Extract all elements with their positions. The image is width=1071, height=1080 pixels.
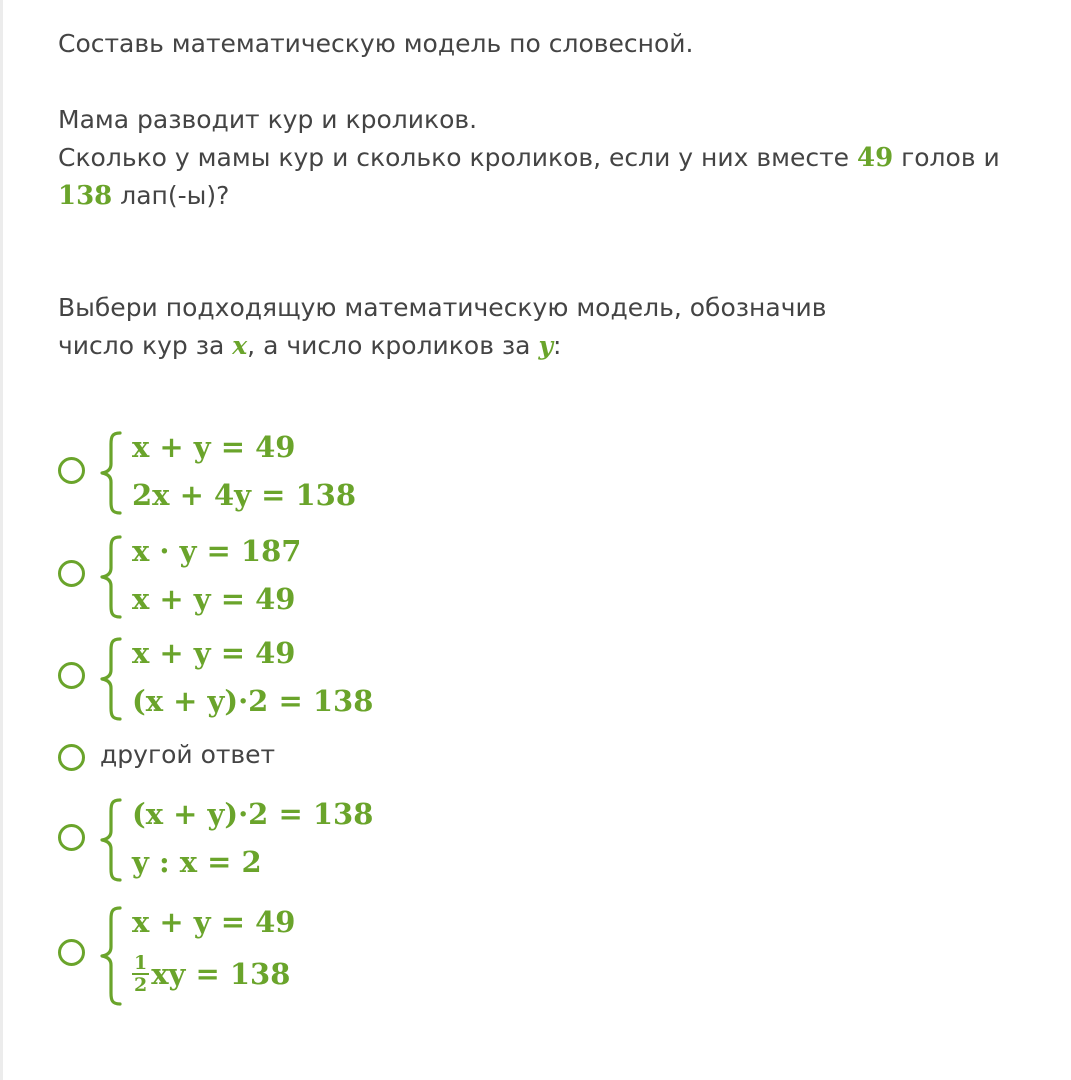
problem-text (58, 101, 1038, 215)
brace-icon (98, 797, 124, 883)
equation-2: y : x = 2 (132, 845, 262, 879)
equation-2: (x + y)·2 = 138 (132, 684, 374, 718)
legs-number: 138 (58, 181, 113, 211)
brace-icon (98, 430, 124, 516)
radio-button[interactable] (58, 560, 85, 587)
fraction-numerator: 1 (134, 952, 148, 974)
equation-2: x + y = 49 (132, 582, 296, 616)
radio-button[interactable] (58, 939, 85, 966)
equation-2: 2x + 4y = 138 (132, 478, 357, 512)
equation-1: x · y = 187 (132, 534, 302, 568)
equation-1: x + y = 49 (132, 905, 296, 939)
equation-1: (x + y)·2 = 138 (132, 797, 374, 831)
variable-y: y (538, 331, 553, 360)
problem-line-2 (58, 139, 1038, 177)
problem-text-after-legs: лап(-ы)? (112, 181, 230, 210)
brace-icon (98, 534, 124, 620)
radio-button[interactable] (58, 744, 85, 771)
brace-icon (98, 636, 124, 722)
equation-1: x + y = 49 (132, 430, 296, 464)
equation-1: x + y = 49 (132, 636, 296, 670)
radio-button[interactable] (58, 457, 85, 484)
problem-line-3 (58, 177, 1038, 215)
problem-text-after-heads: голов и (893, 143, 1000, 172)
heads-number: 49 (856, 143, 894, 173)
equation-2-rest: xy = 138 (151, 957, 291, 991)
instruction-text-before-x: число кур за (58, 331, 233, 360)
fraction-denominator: 2 (134, 974, 148, 996)
problem-line-1: Мама разводит кур и кроликов. (58, 105, 478, 134)
equation-2 (132, 953, 290, 995)
radio-button[interactable] (58, 662, 85, 689)
fraction (132, 953, 149, 995)
brace-icon (98, 905, 124, 1007)
left-border (0, 0, 3, 1080)
variable-x: x (232, 331, 248, 360)
task-title: Составь математическую модель по словесной. (58, 29, 694, 58)
other-answer-label: другой ответ (100, 740, 276, 769)
radio-button[interactable] (58, 824, 85, 851)
instruction-line-2 (58, 327, 826, 365)
instruction-line-1: Выбери подходящую математическую модель, обозначив (58, 293, 827, 322)
problem-text-before-heads: Сколько у мамы кур и сколько кроликов, если у них вместе (58, 143, 857, 172)
instruction-text-middle: , а число кроликов за (247, 331, 539, 360)
instruction-text-after-y: : (552, 331, 562, 360)
instruction-text (58, 289, 826, 365)
